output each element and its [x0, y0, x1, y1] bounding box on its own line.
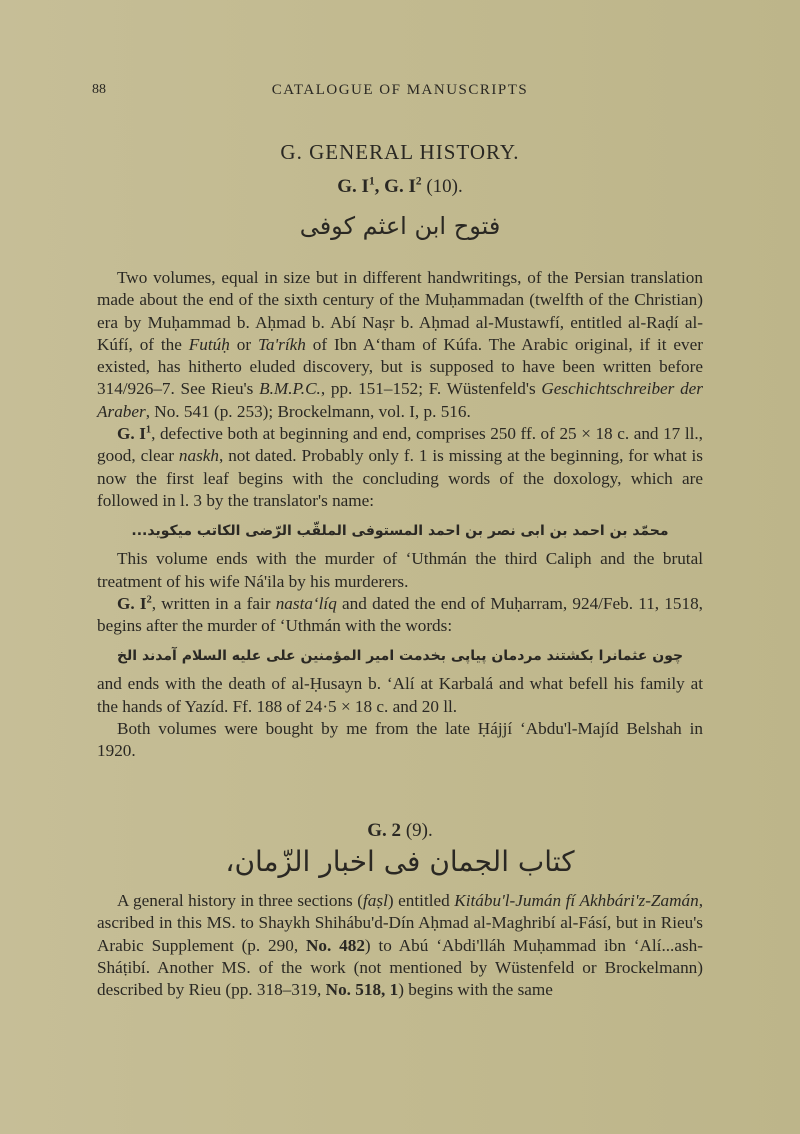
paragraph: A general history in three sections (faṣl) entitled Kitábu'l-Jumán fí Akhbári'z-Zamán, ascribed in this MS. to Shaykh Shihábu'd-Dín Aḥmad al-Maghribí al-Fásí, but in Rieu's Arabic Supplement (p. 290, No. 482) to Abú ‘Abdi'lláh Muḥammad ibn ‘Alí...ash-Sháṭibí. Another MS. of the work (not mentioned by Wüstenfeld or Brockelmann) described by Rieu (pp. 318–319, No. 518, 1) begins with the same: [97, 891, 703, 1000]
arabic-title-g1: فتوح ابن اعثم كوفى: [299, 212, 501, 240]
running-head: [92, 82, 708, 102]
entry-number: (10).: [421, 176, 463, 197]
shelfmark: G. 2: [367, 820, 402, 841]
paragraph: This volume ends with the murder of ‘Uthmán the third Caliph and the brutal treatment of his wife Ná'ila by his murderers.: [97, 549, 703, 591]
shelfmark: G. I: [384, 176, 416, 197]
page-number: 88: [92, 82, 106, 97]
paragraph: G. $I^2$, written in a fair nasta‘líq and dated the end of Muḥarram, 924/Feb. 11, 1518, begins after the murder of ‘Uthmán with the words:: [97, 593, 703, 636]
arabic-quote: چون عثمانرا بكشتند مردمان پياپى بخدمت امير المؤمنين على عليه السلام آمدند الخ: [116, 648, 684, 665]
arabic-title-g2: كتاب الجمان فى اخبار الزّمان،: [225, 845, 575, 878]
entry-body-g2: [97, 890, 703, 1001]
shelfmark: G. I: [337, 176, 369, 197]
paragraph: G. $I^1$, defective both at beginning and end, comprises 250 ff. of 25 × 18 c. and 17 ll., good, clear naskh, not dated. Probably only f. 1 is missing at the beginning, for what is now the first leaf begins with the concluding words of the doxology, which are followed in l. 3 by the translator's name:: [97, 424, 703, 510]
running-head-title: CATALOGUE OF MANUSCRIPTS: [271, 82, 529, 98]
section-title: G. GENERAL HISTORY.: [280, 140, 520, 164]
paragraph: Two volumes, equal in size but in different handwritings, of the Persian translation made about the end of the sixth century of the Muḥammadan (twelfth of the Christian) era by Muḥammad b. Aḥmad b. Abí Naṣr b. Aḥmad al-Mustawfí, entitled al-Raḍí al-Kúfí, of the Futúḥ or Ta'ríkh of Ibn A‘tham of Kúfa. The Arabic original, if it ever existed, has hitherto eluded discovery, but is supposed to have been written before 314/926–7. See Rieu's B.M.P.C., pp. 151–152; F. Wüstenfeld's Geschichtschreiber der Araber, No. 541 (p. 253); Brockelmann, vol. I, p. 516.: [97, 268, 703, 421]
paragraph: Both volumes were bought by me from the late Ḥájjí ‘Abdu'l-Majíd Belshah in 1920.: [97, 719, 703, 761]
paragraph: and ends with the death of al-Ḥusayn b. ‘Alí at Karbalá and what befell his family at the hands of Yazíd. Ff. 188 of 24·5 × 18 c. and 20 ll.: [97, 674, 703, 716]
entry-number: (9).: [401, 820, 433, 841]
entry-body-g1: [97, 267, 703, 763]
arabic-quote: محمّد بن احمد بن ابى نصر بن احمد المستوفى الملقّب الرّضى الكاتب ميكويد...: [131, 523, 669, 540]
entry-heading-g2: [0, 820, 800, 842]
entry-heading-g1: G. $I^1$, G. $I^2$ (10).: [337, 175, 463, 197]
